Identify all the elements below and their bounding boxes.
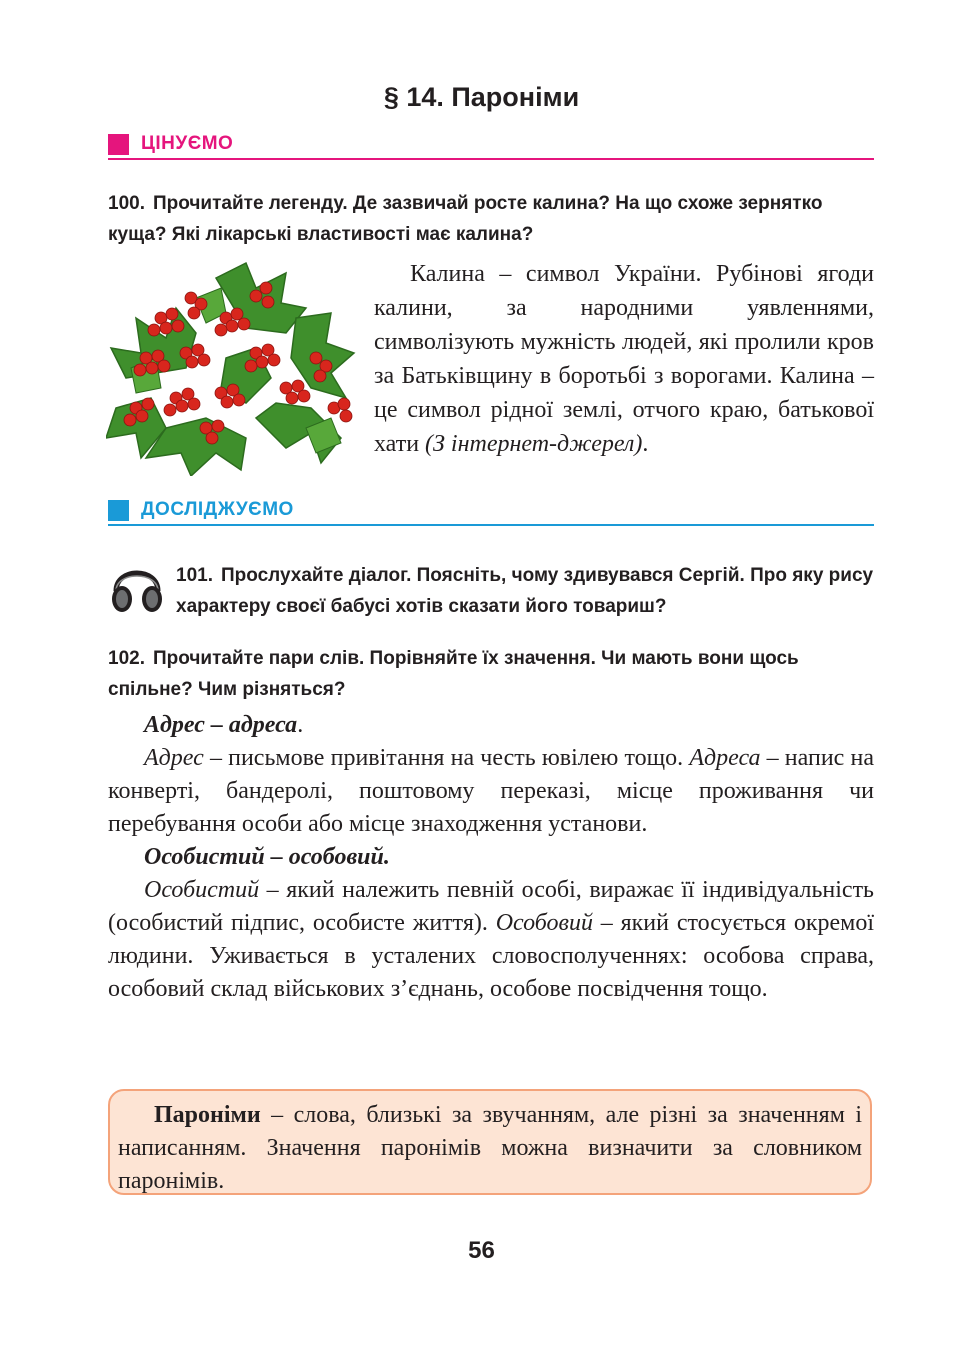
pair-heading: Особистий – особовий. (144, 844, 390, 870)
term: Особовий (495, 910, 593, 936)
section-header-explore (108, 496, 874, 526)
task-text: Прослухайте діалог. Поясніть, чому здивувався Сергій. Про яку рису характеру своєї бабусі хотів сказати його товариш? (176, 565, 874, 617)
page-number: 56 (468, 1237, 495, 1264)
task-101-prompt (176, 560, 876, 622)
viburnum-berries-image (106, 258, 358, 476)
rule-text: – слова, близькі за звучанням, але різні за значенням і написанням. Значення паронімів можна визначити за словником паронімів. (118, 1102, 862, 1194)
term: Адреса (689, 745, 761, 771)
definition: – напис на конверті, бандеролі, поштовому переказі, місце проживання чи перебування особи або місце знаходження установи. (108, 745, 874, 837)
term: Адрес (144, 745, 204, 771)
section-marker (108, 500, 129, 521)
task-number: 101. (176, 565, 213, 586)
headphones-icon (108, 557, 166, 615)
task-102-prompt (108, 643, 876, 705)
section-header-value (108, 130, 874, 160)
paronym-pairs (108, 709, 874, 1006)
section-label: ДОСЛІДЖУЄМО (141, 499, 294, 520)
page-title: § 14. Пароніми (383, 82, 580, 112)
legend-source-end: . (642, 431, 649, 457)
definition: – письмове привітання на честь ювілею тощо. (203, 745, 690, 771)
task-100-prompt (108, 188, 876, 250)
pair-heading-end: . (297, 712, 304, 738)
section-divider (108, 524, 874, 526)
task-number: 100. (108, 193, 145, 214)
term: Особистий (144, 877, 260, 903)
rule-box (108, 1089, 872, 1195)
section-marker (108, 134, 129, 155)
rule-term: Пароніми (154, 1102, 261, 1128)
legend-source: (З інтернет-джерел) (425, 431, 643, 457)
task-text: Прочитайте пари слів. Порівняйте їх значення. Чи мають вони щось спільне? Чим різняться? (108, 648, 799, 700)
definition: – який стосується окремої людини. Уживається в усталених словосполученнях: особова справа, особовий склад військових з’єднань, особове посвідчення тощо. (108, 910, 874, 1002)
task-text: Прочитайте легенду. Де зазвичай росте калина? На що схоже зернятко куща? Які лікарські властивості має калина? (108, 193, 823, 245)
definition: – який належить певній особі, виражає її індивідуальність (особистий підпис, особисте життя). (108, 877, 874, 936)
legend-text: Калина – символ України. Рубінові ягоди калини, за народними уявленнями, символізують мужність людей, які пролили кров за Батьківщину в боротьбі з ворогами. Калина – це символ рідної землі, отчого краю, батькової хати (374, 261, 874, 457)
section-label: ЦІНУЄМО (141, 133, 234, 154)
pair-heading: Адрес – адреса (144, 712, 298, 738)
legend-passage (374, 257, 874, 461)
section-divider (108, 158, 874, 160)
task-number: 102. (108, 648, 145, 669)
